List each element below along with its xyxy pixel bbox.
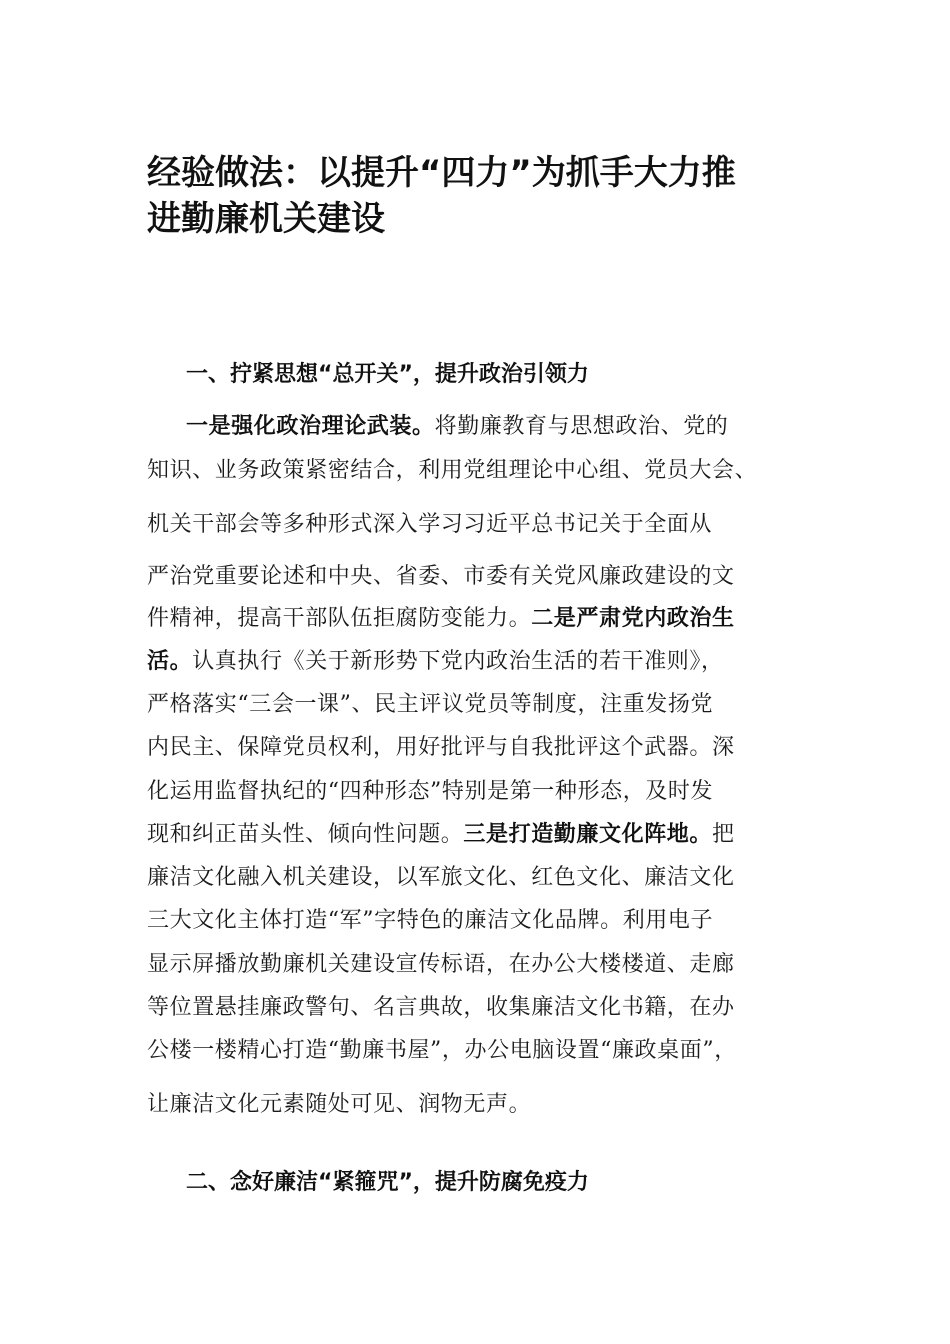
line-text: 三大文化主体打造“军”字特色的廉洁文化品牌。利用电子 — [147, 908, 714, 933]
paragraph-line — [147, 562, 735, 592]
paragraph-line — [147, 1036, 737, 1066]
line-text: 等位置悬挂廉政警句、名言典故，收集廉洁文化书籍，在办 — [147, 995, 735, 1020]
paragraph-line — [147, 1090, 531, 1120]
line-text: 内民主、保障党员权利，用好批评与自我批评这个武器。深 — [147, 735, 735, 760]
paragraph-line — [147, 820, 735, 850]
line-text: 现和纠正苗头性、倾向性问题。 — [147, 822, 464, 847]
bold-lead: 二是严肃党内政治生 — [531, 606, 735, 631]
line-text: 把 — [712, 822, 735, 847]
section-heading-2: 二、念好廉洁“紧箍咒”，提升防腐免疫力 — [186, 1170, 589, 1195]
paragraph-line — [147, 906, 713, 936]
paragraph-line — [147, 993, 735, 1023]
line-text: 公楼一楼精心打造“勤廉书屋”，办公电脑设置“廉政桌面”， — [147, 1038, 737, 1063]
line-text: 让廉洁文化元素随处可见、润物无声。 — [147, 1092, 532, 1117]
paragraph-line — [147, 690, 713, 720]
document-title — [147, 150, 807, 242]
line-text: 化运用监督执纪的“四种形态”特别是第一种形态，及时发 — [147, 779, 714, 804]
line-text: 认真执行《关于新形势下党内政治生活的若干准则》， — [192, 649, 724, 674]
title-line-1: 经验做法：以提升“四力”为抓手大力推 — [147, 153, 736, 193]
paragraph-line — [147, 647, 724, 677]
paragraph-line — [147, 950, 735, 980]
paragraph-line — [147, 456, 757, 486]
bold-lead: 三是打造勤廉文化阵地。 — [463, 822, 713, 847]
line-text: 廉洁文化融入机关建设，以军旅文化、红色文化、廉洁文化 — [147, 865, 735, 890]
section-heading-1: 一、拧紧思想“总开关”，提升政治引领力 — [186, 362, 589, 387]
line-text: 严格落实“三会一课”、民主评议党员等制度，注重发扬党 — [147, 692, 714, 717]
line-text: 严治党重要论述和中央、省委、市委有关党风廉政建设的文 — [147, 564, 735, 589]
line-text: 机关干部会等多种形式深入学习习近平总书记关于全面从 — [147, 512, 713, 537]
paragraph-line — [147, 777, 713, 807]
paragraph-line — [186, 412, 728, 442]
line-text: 显示屏播放勤廉机关建设宣传标语，在办公大楼楼道、走廊 — [147, 952, 735, 977]
paragraph-line — [147, 863, 735, 893]
paragraph-line — [147, 604, 735, 634]
bold-lead: 一是强化政治理论武装。 — [186, 414, 435, 439]
line-text: 件精神，提高干部队伍拒腐防变能力。 — [147, 606, 532, 631]
paragraph-line — [147, 510, 712, 540]
line-text: 知识、业务政策紧密结合，利用党组理论中心组、党员大会、 — [147, 458, 758, 483]
paragraph-line — [147, 733, 735, 763]
bold-lead: 活。 — [147, 649, 193, 674]
title-line-2: 进勤廉机关建设 — [147, 199, 385, 239]
line-text: 将勤廉教育与思想政治、党的 — [434, 414, 729, 439]
